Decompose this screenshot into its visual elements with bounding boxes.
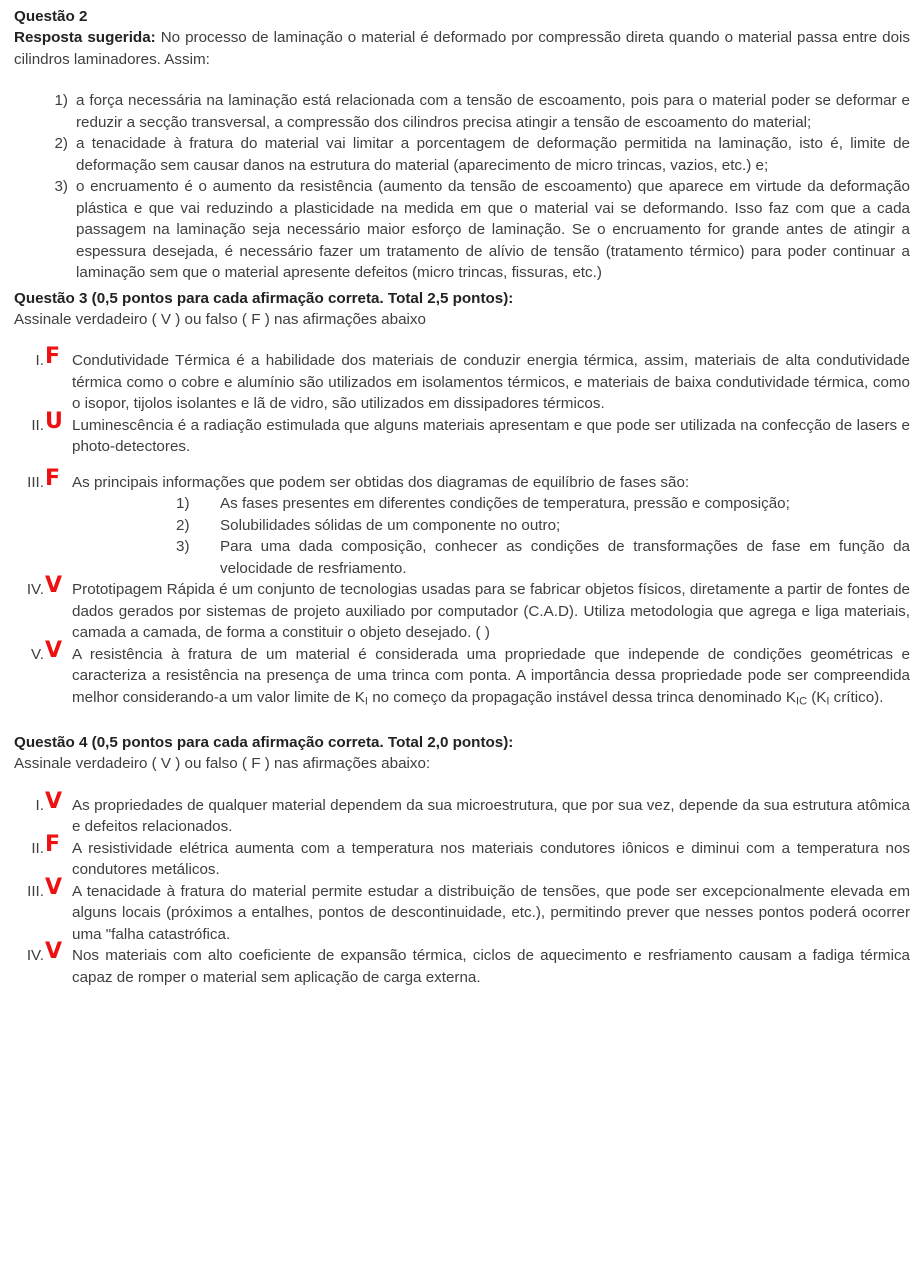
statement-spacer (14, 458, 910, 472)
list-marker: 3) (176, 538, 190, 555)
q2-title: Questão 2 (14, 8, 88, 25)
q4-instruction: Assinale verdadeiro ( V ) ou falso ( F ) nas afirmações abaixo: (14, 755, 431, 773)
q3-title: Questão 3 (0,5 pontos para cada afirmação correta. Total 2,5 pontos): (14, 289, 514, 307)
handwritten-answer-mark: F (45, 465, 60, 491)
list-marker: 2) (54, 135, 68, 152)
handwritten-answer-mark: F (45, 344, 60, 369)
statement-item (14, 788, 910, 838)
list-text: a força necessária na laminação está relacionada com a tensão de escoamento, pois para o material poder se deformar e reduzir a secção transversal, a compressão dos cilindros precisa atingir a tensão de escoamento do material; (76, 92, 910, 131)
statement-item (14, 408, 910, 458)
list-item (176, 536, 910, 579)
statement-text-part-c: (K (806, 688, 827, 706)
statement-text: Prototipagem Rápida é um conjunto de tecnologias usadas para se fabricar objetos físicos, diretamente a partir de fontes de dados gerados por sistemas de projeto auxiliado por computador (C.A.D). Utiliza metodologia que agrega e liga materiais, camada a camada, de forma a constituir o objeto desejado. ( ) (72, 581, 910, 641)
handwritten-answer-mark: V (45, 874, 62, 900)
handwritten-answer-mark: V (45, 788, 62, 814)
q4-statement-list (14, 788, 910, 989)
document-body (14, 6, 910, 988)
statement-marker: II. (31, 839, 44, 857)
statement-text: Condutividade Térmica é a habilidade dos materiais de conduzir energia térmica, assim, materiais de alta condutividade térmica como o cobre e alumínio são utilizados em isolamentos térmicos, e materiais de baixa condutividade térmica, como o isopor, tijolos isolantes e lã de vidro, são utilizados em dissipadores térmicos. (72, 352, 910, 412)
list-text: Solubilidades sólidas de um componente no outro; (220, 516, 561, 534)
statement-text: A tenacidade à fratura do material permite estudar a distribuição de tensões, que pode ser excepcionalmente elevada em alguns locais (próximos a entalhes, pontos de descontinuidade, etc.), permitindo prever que nesses pontos poderá ocorrer uma "falha catastrófica. (72, 882, 910, 943)
statement-text-part-a: A resistência à fratura de um material é considerada uma propriedade que independe de condições geométricas e caracteriza a resistência na presença de uma trinca com ponta. A importância dessa propriedade pode ser compreendida melhor considerando-a um valor limite de K (72, 645, 910, 706)
statement-marker: I. (35, 352, 44, 369)
statement-item (14, 874, 910, 946)
statement-item (14, 465, 910, 580)
statement-marker: IV. (26, 947, 44, 965)
list-item (40, 90, 910, 133)
list-item (40, 176, 910, 284)
statement-text: As propriedades de qualquer material dependem da sua microestrutura, que por sua vez, depende da sua estrutura atômica e defeitos relacionados. (72, 796, 910, 836)
statement-text-part-b: no começo da propagação instável dessa trinca denominado K (367, 688, 797, 706)
q3-iii-sublist (176, 493, 910, 579)
handwritten-answer-mark: U (45, 408, 62, 434)
statement-item (14, 344, 910, 415)
list-text: o encruamento é o aumento da resistência (aumento da tensão de escoamento) que aparece em virtude da deformação plástica e que vai reduzindo a plasticidade na medida em que o material vai se deformando. Isso faz com que a cada passagem na laminação seja necessário maior esforço de laminação. Se o encruamento for grande antes de atingir a espessura desejada, é necessário fazer um tratamento de alívio de tensão (tratamento térmico) para poder continuar a laminação sem que o material apresente defeitos (micro trincas, fissuras, etc.) (76, 178, 910, 281)
k-subscript-i: I (364, 694, 368, 707)
q4-title: Questão 4 (0,5 pontos para cada afirmação correta. Total 2,0 pontos): (14, 734, 514, 752)
statement-item (14, 573, 910, 644)
statement-text-part-d: crítico). (829, 688, 884, 706)
q3-instruction: Assinale verdadeiro ( V ) ou falso ( F ) nas afirmações abaixo (14, 310, 426, 328)
statement-text: As principais informações que podem ser obtidas dos diagramas de equilíbrio de fases são: (72, 473, 690, 491)
list-item (176, 515, 910, 537)
list-item (176, 493, 910, 515)
q2-item-list (40, 90, 910, 284)
list-text: a tenacidade à fratura do material vai limitar a porcentagem de deformação permitida na laminação, isto é, limite de deformação sem causar danos na estrutura do material (aparecimento de micro trincas, vazios, etc.) e; (76, 135, 910, 174)
list-text: Para uma dada composição, conhecer as condições de transformações de fase em função da velocidade de resfriamento. (220, 538, 910, 577)
q2-answer-label: Resposta sugerida: (14, 29, 156, 46)
handwritten-answer-mark: F (45, 831, 60, 857)
statement-marker: V. (31, 645, 44, 663)
statement-marker: I. (35, 796, 44, 814)
list-marker: 2) (176, 516, 190, 534)
q2-answer-paragraph (14, 27, 910, 70)
statement-text: Nos materiais com alto coeficiente de expansão térmica, ciclos de aquecimento e resfriamento causam a fadiga térmica capaz de romper o material sem aplicação de carga externa. (72, 947, 910, 986)
handwritten-answer-mark: V (45, 939, 62, 965)
statement-marker: III. (27, 473, 44, 491)
statement-item (14, 637, 910, 713)
statement-item (14, 939, 910, 988)
q2-answer-intro: No processo de laminação o material é deformado por compressão direta quando o material passa entre dois cilindros laminadores. Assim: (14, 29, 910, 68)
list-marker: 1) (176, 495, 190, 512)
statement-marker: IV. (26, 581, 44, 598)
k-subscript-i-2: I (826, 694, 830, 707)
list-text: As fases presentes em diferentes condições de temperatura, pressão e composição; (220, 495, 790, 512)
statement-marker: II. (31, 416, 44, 434)
statement-text: Luminescência é a radiação estimulada que alguns materiais apresentam e que pode ser utilizada na confecção de lasers e photo-detectores. (72, 416, 910, 455)
list-marker: 3) (54, 178, 68, 195)
handwritten-answer-mark: V (45, 637, 62, 663)
k-subscript-ic: IC (796, 694, 807, 707)
statement-marker: III. (27, 882, 44, 900)
list-marker: 1) (54, 92, 68, 109)
statement-item (14, 831, 910, 881)
list-item (40, 133, 910, 176)
handwritten-answer-mark: V (45, 573, 62, 598)
statement-text: A resistividade elétrica aumenta com a temperatura nos materiais condutores iônicos e diminui com a temperatura nos condutores metálicos. (72, 839, 910, 879)
q3-statement-list (14, 344, 910, 712)
statement-text (72, 646, 910, 706)
